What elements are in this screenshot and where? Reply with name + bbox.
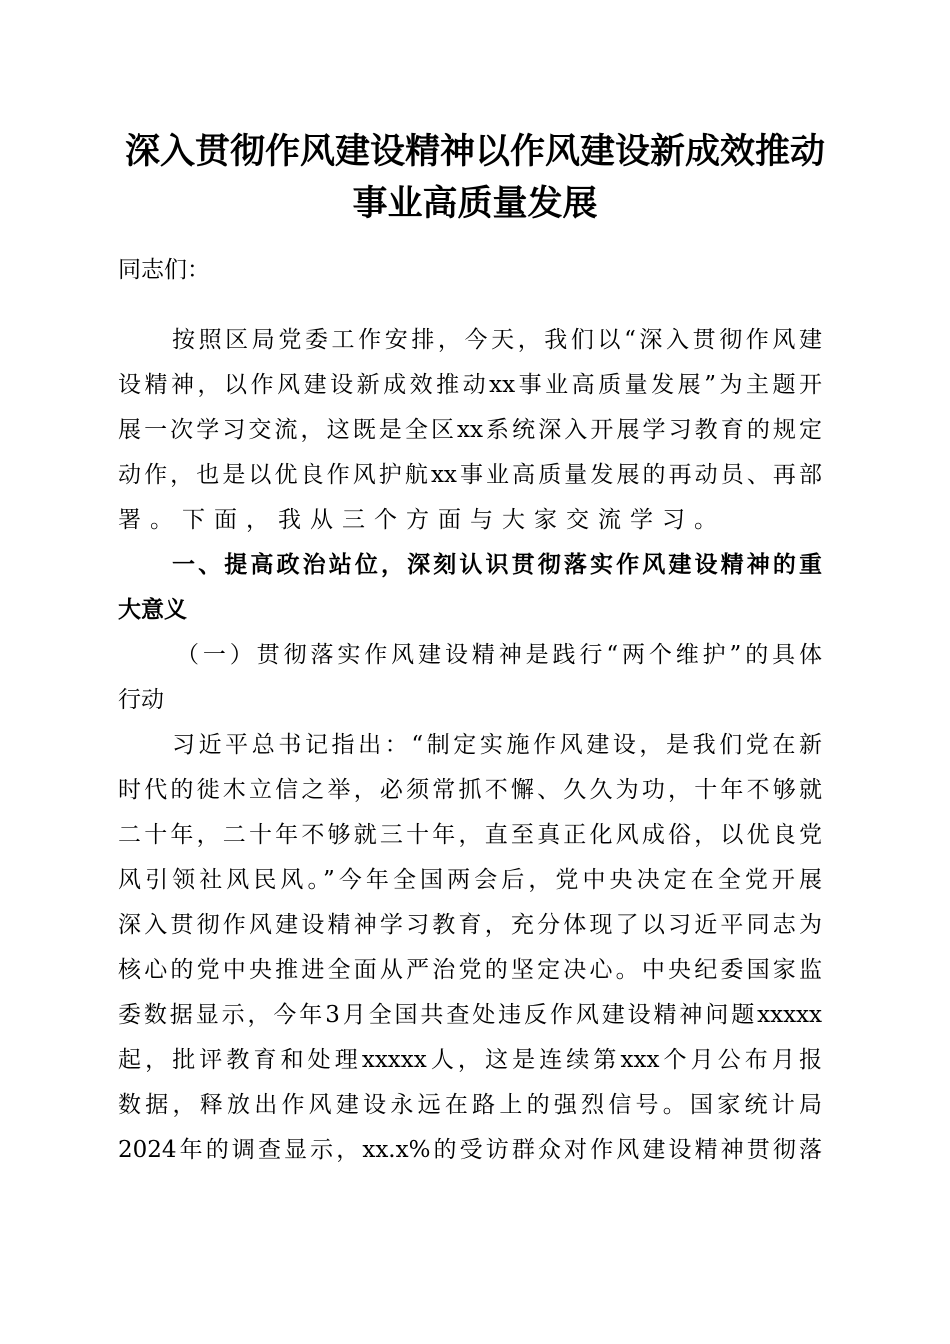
paragraph-line: 核心的党中央推进全面从严治党的坚定决心。中央纪委国家监	[118, 957, 822, 983]
subsection-heading-cont: 行动	[118, 687, 164, 713]
paragraph-line: 二十年，二十年不够就三十年，直至真正化风成俗，以优良党	[118, 822, 822, 848]
paragraph-line: 按照区局党委工作安排，今天，我们以“深入贯彻作风建	[172, 327, 822, 353]
paragraph-line: 起，批评教育和处理xxxxx人，这是连续第xxx个月公布月报	[118, 1047, 822, 1073]
paragraph-line: 习近平总书记指出：“制定实施作风建设，是我们党在新	[172, 732, 822, 758]
subsection-heading: （一）贯彻落实作风建设精神是践行“两个维护”的具体	[176, 642, 822, 668]
paragraph-line: 数据，释放出作风建设永远在路上的强烈信号。国家统计局	[118, 1092, 822, 1118]
paragraph-line: 深入贯彻作风建设精神学习教育，充分体现了以习近平同志为	[118, 912, 822, 938]
paragraph-line: 时代的徙木立信之举，必须常抓不懈、久久为功，十年不够就	[118, 777, 822, 803]
document-title-line-2: 事业高质量发展	[352, 184, 598, 224]
document-title-line-1: 深入贯彻作风建设精神以作风建设新成效推动	[124, 132, 825, 172]
salutation: 同志们：	[118, 257, 210, 283]
paragraph-line: 风引领社风民风。”今年全国两会后，党中央决定在全党开展	[118, 867, 822, 893]
paragraph-line: 设精神，以作风建设新成效推动xx事业高质量发展”为主题开	[118, 372, 822, 398]
paragraph-line: 动作，也是以优良作风护航xx事业高质量发展的再动员、再部	[118, 462, 822, 488]
paragraph-line: 委数据显示，今年3月全国共查处违反作风建设精神问题xxxxx	[118, 1002, 822, 1028]
paragraph-line: 署。下面，我从三个方面与大家交流学习。	[118, 507, 726, 533]
section-heading-1-cont: 大意义	[118, 597, 187, 623]
section-heading-1: 一、提高政治站位，深刻认识贯彻落实作风建设精神的重	[172, 552, 822, 578]
paragraph-line: 展一次学习交流，这既是全区xx系统深入开展学习教育的规定	[118, 417, 822, 443]
paragraph-line: 2024年的调查显示，xx.x%的受访群众对作风建设精神贯彻落	[118, 1137, 822, 1163]
